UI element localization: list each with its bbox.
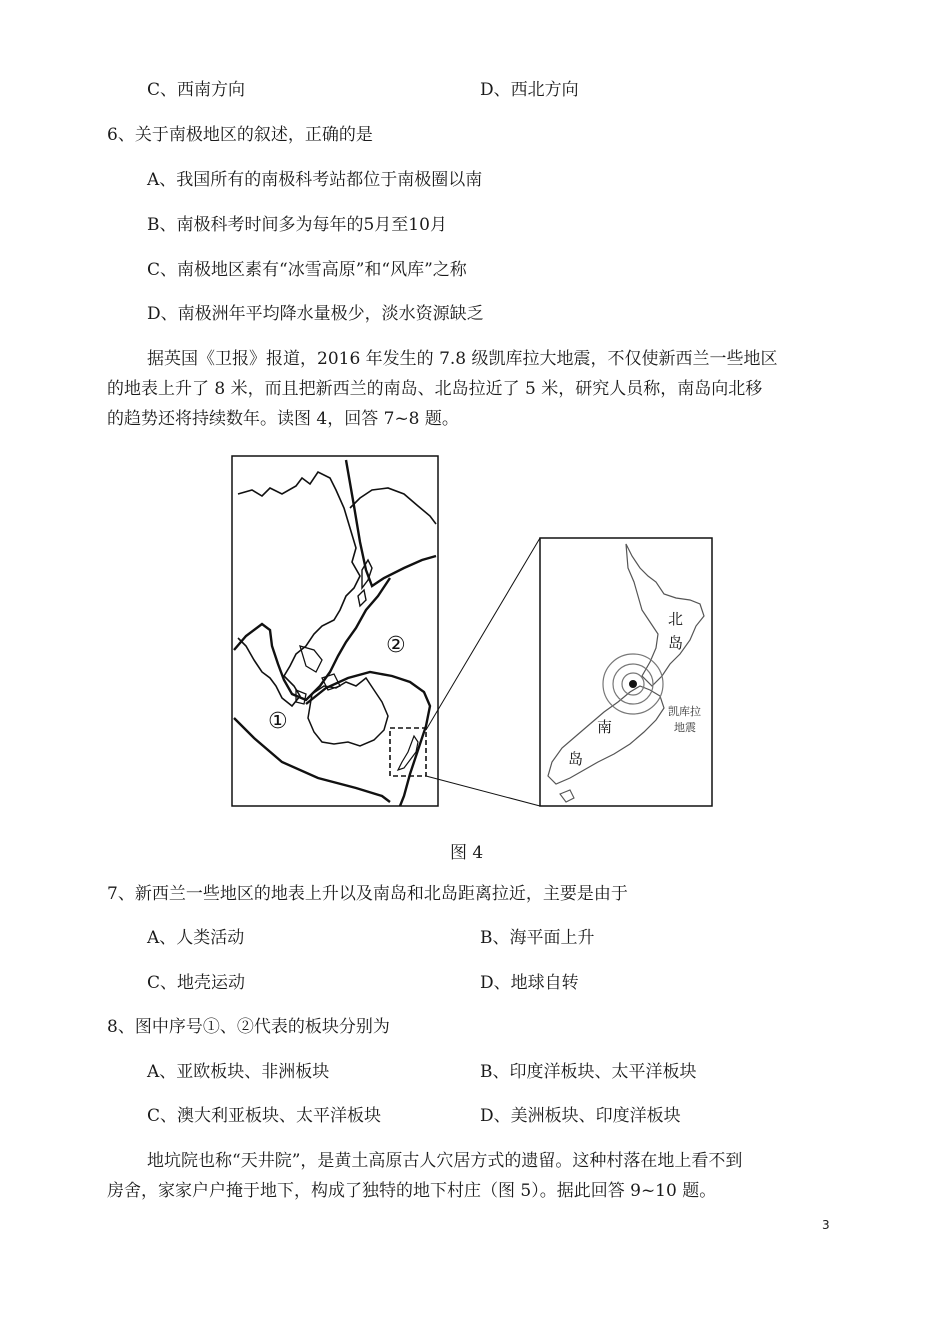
q8-stem: 8、图中序号①、②代表的板块分别为: [107, 1017, 390, 1037]
q8-option-b: B、印度洋板块、太平洋板块: [480, 1062, 697, 1082]
north-island-label-1: 北: [668, 610, 684, 628]
q7-option-a: A、人类活动: [147, 928, 245, 948]
q6-option-b: B、南极科考时间多为每年的5月至10月: [147, 215, 447, 235]
plate-boundary-east: [346, 460, 436, 586]
q6-stem: 6、关于南极地区的叙述，正确的是: [107, 125, 373, 145]
q7-stem: 7、新西兰一些地区的地表上升以及南岛和北岛距离拉近，主要是由于: [107, 884, 628, 904]
q7-option-d: D、地球自转: [480, 973, 579, 993]
south-island-label-1: 南: [597, 718, 613, 736]
passage1-line1: 据英国《卫报》报道，2016 年发生的 7.8 级凯库拉大地震，不仅使新西兰一些地区: [147, 349, 778, 369]
passage1-line3: 的趋势还将持续数年。读图 4，回答 7~8 题。: [107, 409, 459, 429]
figure-4-map: [0, 450, 950, 850]
q7-option-c: C、地壳运动: [147, 973, 246, 993]
australia-coastline: [308, 678, 388, 746]
quake-epicenter: [629, 680, 637, 688]
asia-coastline: [238, 472, 360, 706]
q6-option-d: D、南极洲年平均降水量极少，淡水资源缺乏: [147, 304, 484, 324]
q6-option-a: A、我国所有的南极科考站都位于南极圈以南: [147, 170, 483, 190]
q8-option-a: A、亚欧板块、非洲板块: [147, 1062, 330, 1082]
plate-boundary-south: [234, 718, 390, 802]
kaikoura-quake-label-2: 地震: [674, 721, 696, 734]
passage1-line2: 的地表上升了 8 米，而且把新西兰的南岛、北岛拉近了 5 米，研究人员称，南岛向北移: [107, 379, 763, 399]
q6-option-c: C、南极地区素有“冰雪高原”和“风库”之称: [147, 260, 467, 280]
kamchatka-coast: [350, 488, 436, 524]
plate-boundary-west: [234, 578, 390, 700]
plate-boundary-nz: [306, 672, 430, 806]
q5-option-c: C、西南方向: [147, 80, 246, 100]
passage2-line2: 房舍，家家户户掩于地下，构成了独特的地下村庄（图 5）。据此回答 9~10 题。: [107, 1181, 717, 1201]
q8-option-d: D、美洲板块、印度洋板块: [480, 1106, 681, 1126]
passage2-line1: 地坑院也称“天井院”，是黄土高原古人穴居方式的遗留。这种村落在地上看不到: [147, 1151, 743, 1171]
figure-4-caption: 图 4: [450, 843, 484, 863]
north-island-label-2: 岛: [668, 634, 684, 652]
stewart-island-outline: [560, 790, 574, 802]
plate-1-label: ①: [268, 709, 288, 734]
nz-small-outline: [398, 736, 418, 770]
south-island-label-2: 岛: [568, 750, 584, 768]
page-number: 3: [822, 1218, 830, 1232]
new-zealand-inset-frame: [540, 538, 712, 806]
zoom-connector-top: [426, 538, 540, 730]
q5-option-d: D、西北方向: [480, 80, 579, 100]
plate-2-label: ②: [386, 633, 406, 658]
zoom-connector-bottom: [426, 776, 540, 806]
q8-option-c: C、澳大利亚板块、太平洋板块: [147, 1106, 382, 1126]
kaikoura-quake-label-1: 凯库拉: [668, 705, 701, 718]
q7-option-b: B、海平面上升: [480, 928, 595, 948]
